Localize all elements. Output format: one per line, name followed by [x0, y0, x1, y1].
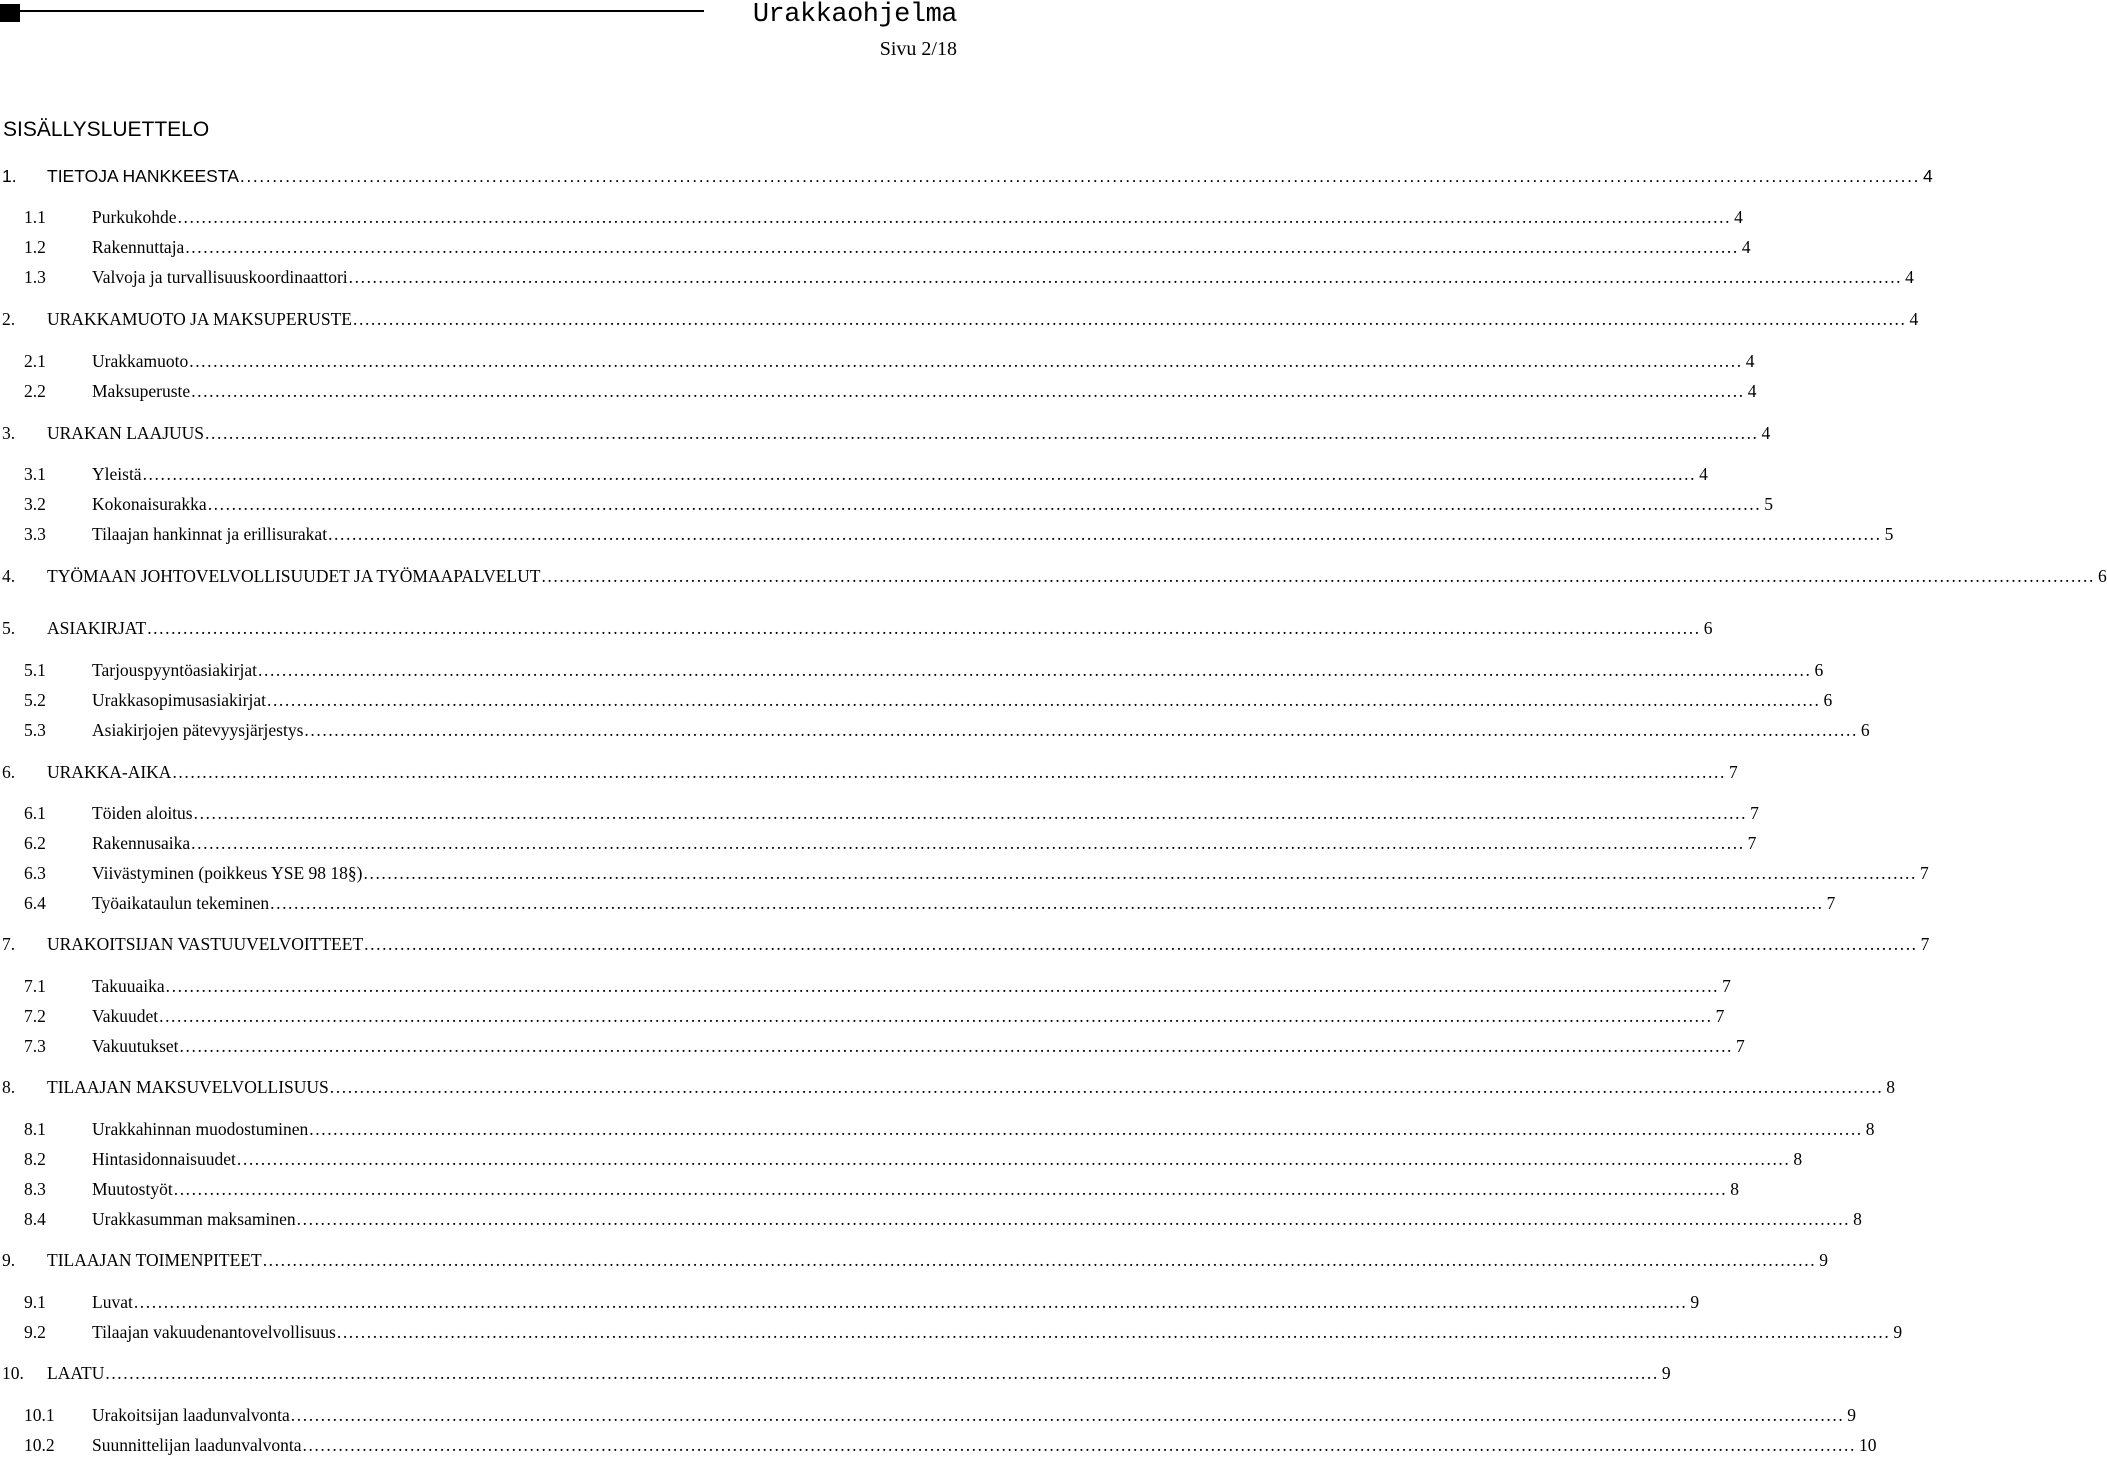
toc-entry-title: Rakennusaika [92, 833, 191, 853]
toc-entry-page: 10 [1858, 1435, 1877, 1455]
toc-entry-number: 5.1 [24, 660, 46, 680]
toc-entry-number: 8.1 [24, 1119, 46, 1139]
toc-dot-leader [239, 164, 1923, 188]
toc-dot-leader [348, 265, 1906, 289]
toc-entry-page: 7 [1747, 833, 1757, 853]
toc-entry-number: 1.2 [24, 237, 46, 257]
toc-entry[interactable] [0, 891, 1836, 915]
toc-entry-page: 5 [1884, 524, 1894, 544]
toc-entry-page: 6 [1823, 690, 1833, 710]
toc-dot-leader [308, 1117, 1866, 1141]
toc-entry-number: 3.2 [24, 494, 46, 514]
toc-dot-leader [165, 974, 1723, 998]
toc-dot-leader [133, 1290, 1691, 1314]
toc-dot-leader [269, 891, 1827, 915]
toc-dot-leader [236, 1147, 1794, 1171]
toc-dot-leader [188, 349, 1746, 373]
toc-entry-title: Valvoja ja turvallisuuskoordinaattori [92, 267, 348, 287]
toc-dot-leader [257, 658, 1815, 682]
toc-entry[interactable] [0, 616, 1713, 640]
toc-entry-number: 7.2 [24, 1006, 46, 1026]
toc-entry-number: 6.4 [24, 893, 46, 913]
toc-entry-number: 8.2 [24, 1149, 46, 1169]
toc-entry-title: LAATU [47, 1363, 105, 1383]
toc-entry-title: Urakkamuoto [92, 351, 189, 371]
toc-entry[interactable] [0, 1177, 1739, 1201]
toc-entry-title: Yleistä [92, 464, 142, 484]
toc-entry-page: 8 [1793, 1149, 1803, 1169]
toc-entry-page: 4 [1734, 207, 1743, 227]
toc-dot-leader [363, 932, 1921, 956]
toc-entry-number: 9.1 [24, 1292, 46, 1312]
toc-entry-title: Työaikataulun tekeminen [92, 893, 270, 913]
header-square [0, 4, 20, 22]
toc-dot-leader [158, 1004, 1716, 1028]
toc-entry-title: Vakuutukset [92, 1036, 179, 1056]
toc-entry-number: 10. [2, 1363, 24, 1383]
toc-dot-leader [303, 718, 1861, 742]
toc-entry-title: Urakkasumman maksaminen [92, 1209, 296, 1229]
toc-entry-title: TIETOJA HANKKEESTA [47, 166, 239, 186]
toc-dot-leader [190, 831, 1748, 855]
toc-entry-title: Tarjouspyyntöasiakirjat [92, 660, 257, 680]
toc-entry-title: Asiakirjojen pätevyysjärjestys [92, 720, 304, 740]
toc-entry-number: 6. [2, 762, 16, 782]
toc-entry-title: Tilaajan vakuudenantovelvollisuus [92, 1322, 336, 1342]
toc-dot-leader [193, 801, 1751, 825]
toc-dot-leader [190, 379, 1748, 403]
toc-entry[interactable] [0, 1320, 1903, 1344]
toc-entry-title: TYÖMAAN JOHTOVELVOLLISUUDET JA TYÖMAAPALVELUT [47, 566, 541, 586]
toc-entry[interactable] [0, 1117, 1875, 1141]
toc-entry-title: Tilaajan hankinnat ja erillisurakat [92, 524, 328, 544]
toc-entry-number: 10.1 [24, 1405, 55, 1425]
toc-entry-number: 5. [2, 618, 16, 638]
toc-entry-page: 4 [1905, 267, 1914, 287]
toc-entry-title: Takuuaika [92, 976, 165, 996]
toc-dot-leader [296, 1207, 1854, 1231]
toc-entry-number: 6.1 [24, 803, 46, 823]
toc-entry-page: 6 [1814, 660, 1824, 680]
toc-entry-page: 7 [1920, 863, 1929, 883]
toc-entry[interactable] [0, 932, 1930, 956]
page-number: Sivu 2/18 [879, 38, 957, 60]
toc-dot-leader [207, 492, 1765, 516]
toc-entry-page: 8 [1730, 1179, 1739, 1199]
toc-entry-number: 6.3 [24, 863, 46, 883]
toc-entry[interactable] [0, 462, 1708, 486]
toc-entry-title: URAKOITSIJAN VASTUUVELVOITTEET [47, 934, 364, 954]
toc-entry-page: 9 [1661, 1363, 1671, 1383]
toc-entry[interactable] [0, 974, 1731, 998]
toc-entry-title: ASIAKIRJAT [47, 618, 147, 638]
toc-entry[interactable] [0, 831, 1757, 855]
toc-entry-number: 3.3 [24, 524, 46, 544]
toc-dot-leader [142, 462, 1700, 486]
toc-entry-page: 7 [1920, 934, 1930, 954]
toc-entry-title: Rakennuttaja [92, 237, 185, 257]
toc-entry-page: 9 [1847, 1405, 1857, 1425]
toc-entry-title: Maksuperuste [92, 381, 191, 401]
toc-dot-leader [104, 1361, 1662, 1385]
toc-entry[interactable] [0, 349, 1755, 373]
toc-entry[interactable] [0, 688, 1833, 712]
toc-entry-page: 7 [1826, 893, 1836, 913]
toc-dot-leader [301, 1433, 1859, 1457]
toc-entry-page: 4 [1745, 351, 1755, 371]
toc-entry-page: 9 [1819, 1250, 1828, 1270]
toc-entry-number: 2. [2, 309, 16, 329]
toc-dot-leader [184, 235, 1742, 259]
toc-dot-leader [173, 1177, 1731, 1201]
toc-entry[interactable] [0, 1075, 1896, 1099]
toc-entry-page: 6 [1703, 618, 1713, 638]
toc-entry-page: 7 [1722, 976, 1731, 996]
document-title: Urakkaohjelma [752, 0, 957, 30]
toc-entry-page: 6 [2097, 566, 2107, 586]
toc-dot-leader [329, 1075, 1887, 1099]
toc-entry-page: 4 [1699, 464, 1708, 484]
toc-entry-page: 8 [1853, 1209, 1862, 1229]
toc-entry-page: 8 [1886, 1077, 1896, 1097]
toc-entry-title: Kokonaisurakka [92, 494, 207, 514]
toc-entry-page: 7 [1728, 762, 1738, 782]
toc-entry-title: Luvat [92, 1292, 133, 1312]
toc-entry-title: Urakkahinnan muodostuminen [92, 1119, 309, 1139]
toc-dot-leader [171, 760, 1729, 784]
toc-dot-leader [179, 1034, 1737, 1058]
toc-dot-leader [177, 205, 1735, 229]
toc-entry-title: URAKKAMUOTO JA MAKSUPERUSTE [47, 309, 352, 329]
toc-entry-number: 3. [2, 423, 16, 443]
toc-entry[interactable] [0, 1147, 1803, 1171]
toc-entry[interactable] [0, 492, 1773, 516]
toc-entry-page: 4 [1761, 423, 1771, 443]
toc-entry-title: TILAAJAN TOIMENPITEET [47, 1250, 262, 1270]
toc-entry-title: Töiden aloitus [92, 803, 193, 823]
toc-entry[interactable] [0, 1403, 1857, 1427]
toc-entry[interactable] [0, 1004, 1725, 1028]
toc-entry-title: Urakkasopimusasiakirjat [92, 690, 266, 710]
toc-entry-number: 9. [2, 1250, 16, 1270]
toc-entry-number: 6.2 [24, 833, 46, 853]
toc-entry-number: 7. [2, 934, 16, 954]
toc-entry-number: 5.2 [24, 690, 46, 710]
toc-entry[interactable] [0, 164, 1933, 188]
toc-entry-title: Purkukohde [92, 207, 177, 227]
toc-entry-page: 4 [1747, 381, 1757, 401]
toc-entry[interactable] [0, 307, 1919, 331]
toc-dot-leader [290, 1403, 1848, 1427]
toc-entry-page: 5 [1764, 494, 1773, 514]
toc-entry-number: 7.1 [24, 976, 46, 996]
toc-entry[interactable] [0, 1207, 1862, 1231]
toc-entry-title: URAKKA-AIKA [47, 762, 172, 782]
toc-entry-number: 10.2 [24, 1435, 55, 1455]
header-rule [20, 10, 704, 12]
toc-entry-title: Urakoitsijan laadunvalvonta [92, 1405, 290, 1425]
toc-entry-number: 1.1 [24, 207, 46, 227]
toc-dot-leader [336, 1320, 1894, 1344]
toc-entry-number: 1.3 [24, 267, 46, 287]
toc-entry-number: 9.2 [24, 1322, 46, 1342]
toc-entry-number: 3.1 [24, 464, 46, 484]
toc-entry-title: Muutostyöt [92, 1179, 173, 1199]
toc-entry-title: Hintasidonnaisuudet [92, 1149, 236, 1169]
toc-entry-page: 7 [1736, 1036, 1745, 1056]
toc-entry-title: URAKAN LAAJUUS [47, 423, 205, 443]
toc-entry[interactable] [0, 1433, 1877, 1457]
toc-entry-number: 8.3 [24, 1179, 46, 1199]
toc-entry-number: 2.2 [24, 381, 46, 401]
toc-entry-title: TILAAJAN MAKSUVELVOLLISUUS [47, 1077, 329, 1097]
toc-entry-title: Vakuudet [92, 1006, 159, 1026]
toc-entry-number: 7.3 [24, 1036, 46, 1056]
toc-dot-leader [363, 861, 1921, 885]
toc-entry-number: 2.1 [24, 351, 46, 371]
toc-dot-leader [146, 616, 1704, 640]
toc-entry-number: 5.3 [24, 720, 46, 740]
toc-dot-leader [266, 688, 1824, 712]
toc-entry[interactable] [0, 379, 1757, 403]
toc-dot-leader [204, 421, 1762, 445]
toc-entry[interactable] [0, 421, 1771, 445]
toc-heading: SISÄLLYSLUETTELO [3, 118, 210, 141]
toc-entry-title: Viivästyminen (poikkeus YSE 98 18§) [92, 863, 363, 883]
toc-entry[interactable] [0, 1290, 1700, 1314]
toc-entry[interactable] [0, 861, 1929, 885]
toc-entry-page: 7 [1750, 803, 1759, 823]
toc-entry[interactable] [0, 1034, 1745, 1058]
toc-entry-page: 9 [1690, 1292, 1700, 1312]
toc-entry[interactable] [0, 205, 1743, 229]
toc-entry-page: 9 [1893, 1322, 1903, 1342]
toc-entry[interactable] [0, 801, 1759, 825]
toc-entry[interactable] [0, 760, 1738, 784]
toc-entry[interactable] [0, 235, 1751, 259]
toc-entry[interactable] [0, 1361, 1671, 1385]
toc-entry-number: 4. [2, 566, 16, 586]
toc-entry-page: 8 [1865, 1119, 1875, 1139]
toc-entry[interactable] [0, 718, 1870, 742]
toc-entry[interactable] [0, 522, 1894, 546]
toc-dot-leader [262, 1248, 1820, 1272]
toc-dot-leader [540, 564, 2098, 588]
toc-entry-title: Suunnittelijan laadunvalvonta [92, 1435, 302, 1455]
toc-entry-page: 7 [1715, 1006, 1725, 1026]
toc-entry-page: 4 [1909, 309, 1919, 329]
toc-entry-number: 1. [2, 166, 17, 186]
toc-entry-number: 8.4 [24, 1209, 46, 1229]
toc-dot-leader [327, 522, 1885, 546]
toc-entry[interactable] [0, 265, 1914, 289]
toc-entry-page: 6 [1860, 720, 1870, 740]
toc-entry[interactable] [0, 1248, 1828, 1272]
toc-entry-number: 8. [2, 1077, 16, 1097]
toc-entry[interactable] [0, 658, 1824, 682]
toc-entry-page: 4 [1923, 166, 1933, 186]
toc-dot-leader [352, 307, 1910, 331]
toc-entry[interactable] [0, 564, 2107, 588]
toc-entry-page: 4 [1741, 237, 1751, 257]
